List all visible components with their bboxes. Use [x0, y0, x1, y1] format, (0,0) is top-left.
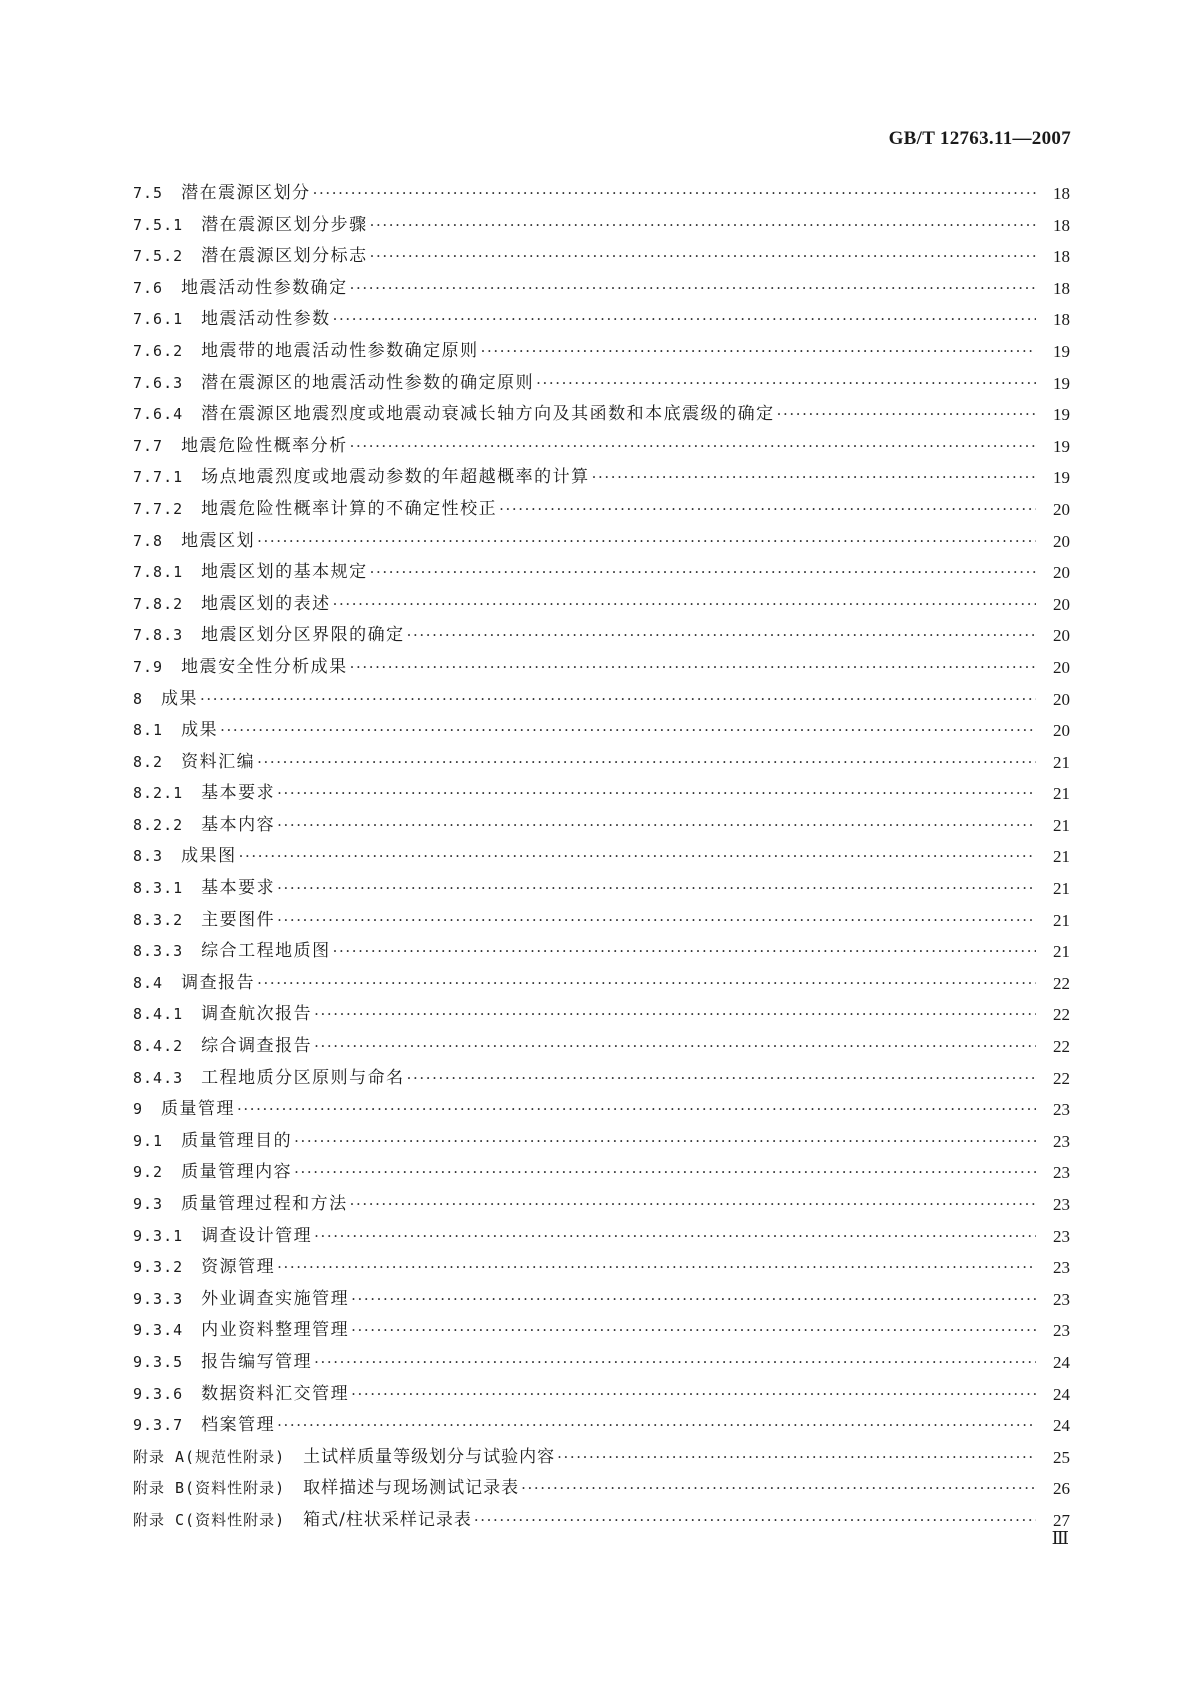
toc-title: 资源管理: [201, 1257, 276, 1278]
toc-title: 报告编写管理: [201, 1351, 313, 1372]
toc-row[interactable]: [133, 336, 1070, 368]
toc-leader: [474, 1505, 1036, 1537]
toc-leader: [277, 905, 1036, 937]
toc-page: 21: [1053, 784, 1070, 804]
toc-leader: [333, 936, 1036, 968]
toc-row[interactable]: [133, 304, 1070, 336]
toc-leader: [407, 620, 1036, 652]
toc-title: 外业调查实施管理: [201, 1288, 350, 1309]
toc-title: 地震区划分区界限的确定: [201, 625, 405, 646]
toc-number: 7.8.2: [133, 594, 184, 613]
toc-title: 地震活动性参数: [201, 309, 331, 330]
toc-number: 8.4: [133, 973, 164, 992]
toc-number: 9.3.3: [133, 1289, 184, 1308]
toc-page: 26: [1053, 1479, 1070, 1499]
toc-row[interactable]: [133, 1189, 1070, 1221]
toc-page: 21: [1053, 752, 1070, 772]
toc-title: 土试样质量等级划分与试验内容: [303, 1446, 556, 1467]
toc-number: 9.3.6: [133, 1384, 184, 1403]
toc-page: 24: [1053, 1384, 1070, 1404]
toc-title: 基本内容: [201, 814, 276, 835]
toc-number: 9.3.2: [133, 1258, 184, 1277]
toc-number: 9.3.1: [133, 1226, 184, 1245]
toc-leader: [277, 873, 1036, 905]
toc-page: 23: [1053, 1226, 1070, 1246]
toc-page: 20: [1053, 721, 1070, 741]
toc-page: 20: [1053, 657, 1070, 677]
toc-leader: [314, 1031, 1036, 1063]
toc-number: 9.3.7: [133, 1416, 184, 1435]
toc-leader: [777, 399, 1036, 431]
toc-title: 主要图件: [201, 909, 276, 930]
toc-number: 7.5.2: [133, 247, 184, 266]
toc-row[interactable]: [133, 210, 1070, 242]
toc-row[interactable]: [133, 841, 1070, 873]
toc-leader: [277, 810, 1036, 842]
toc-page: 18: [1053, 184, 1070, 203]
toc-number: 8.1: [133, 721, 164, 740]
toc-leader: [314, 1347, 1036, 1379]
toc-number: 8.4.2: [133, 1037, 184, 1056]
toc-page: 20: [1053, 594, 1070, 614]
toc-annex-label: 附录 C(资料性附录): [133, 1510, 286, 1529]
toc-row-annex[interactable]: [133, 1505, 1070, 1537]
toc-leader: [557, 1442, 1036, 1474]
toc-leader: [350, 652, 1036, 684]
toc-page: 23: [1053, 1163, 1070, 1183]
toc-row[interactable]: [133, 178, 1070, 210]
toc-page: 20: [1053, 563, 1070, 583]
toc-leader: [257, 526, 1036, 558]
toc-row[interactable]: [133, 936, 1070, 968]
toc-row[interactable]: [133, 873, 1070, 905]
toc-page: 23: [1053, 1195, 1070, 1214]
toc-page: 20: [1053, 531, 1070, 551]
toc-leader: [592, 462, 1036, 494]
page-number: Ⅲ: [1051, 1528, 1069, 1548]
table-of-contents: [133, 178, 1070, 1537]
toc-number: 7.8.3: [133, 626, 184, 645]
toc-row[interactable]: [133, 241, 1070, 273]
toc-title: 潜在震源区划分步骤: [201, 214, 368, 235]
toc-page: 23: [1053, 1100, 1070, 1120]
toc-page: 19: [1053, 436, 1070, 456]
toc-leader: [521, 1473, 1036, 1505]
toc-number: 7.7: [133, 436, 164, 455]
toc-leader: [350, 273, 1036, 305]
toc-title: 调查报告: [181, 972, 256, 993]
toc-leader: [407, 1063, 1036, 1095]
toc-row[interactable]: [133, 652, 1070, 684]
toc-leader: [294, 1126, 1036, 1158]
toc-row[interactable]: [133, 1252, 1070, 1284]
toc-title: 箱式/柱状采样记录表: [303, 1509, 472, 1530]
toc-number: 7.6.4: [133, 405, 184, 424]
toc-row[interactable]: [133, 1221, 1070, 1253]
toc-title: 潜在震源区的地震活动性参数的确定原则: [201, 372, 535, 393]
toc-number: 9: [133, 1100, 144, 1119]
toc-title: 内业资料整理管理: [201, 1320, 350, 1341]
toc-row[interactable]: [133, 1157, 1070, 1189]
toc-number: 7.5: [133, 184, 164, 202]
toc-page: 19: [1053, 468, 1070, 488]
toc-number: 8.2.1: [133, 784, 184, 803]
toc-row[interactable]: [133, 778, 1070, 810]
toc-leader: [239, 841, 1036, 873]
toc-leader: [351, 1284, 1036, 1316]
toc-row[interactable]: [133, 715, 1070, 747]
toc-row[interactable]: [133, 1315, 1070, 1347]
toc-leader: [200, 684, 1036, 716]
toc-page: 25: [1053, 1447, 1070, 1467]
toc-number: 9.1: [133, 1131, 164, 1150]
toc-page: 24: [1053, 1416, 1070, 1436]
toc-title: 质量管理: [161, 1099, 236, 1120]
toc-page: 22: [1053, 973, 1070, 993]
toc-page: 20: [1053, 689, 1070, 709]
toc-number: 7.6: [133, 278, 164, 297]
toc-number: 9.2: [133, 1163, 164, 1182]
toc-row[interactable]: [133, 1126, 1070, 1158]
toc-title: 地震带的地震活动性参数确定原则: [201, 340, 479, 361]
toc-page: 20: [1053, 626, 1070, 646]
toc-row[interactable]: [133, 620, 1070, 652]
toc-page: 18: [1053, 278, 1070, 298]
toc-row[interactable]: [133, 1379, 1070, 1411]
toc-number: 9.3.4: [133, 1321, 184, 1340]
toc-title: 数据资料汇交管理: [201, 1383, 350, 1404]
toc-number: 8.2.2: [133, 815, 184, 834]
toc-leader: [237, 1094, 1036, 1126]
toc-title: 场点地震烈度或地震动参数的年超越概率的计算: [201, 467, 590, 488]
toc-leader: [481, 336, 1036, 368]
toc-number: 7.8.1: [133, 563, 184, 582]
toc-leader: [277, 1410, 1036, 1442]
toc-title: 地震区划的表述: [201, 593, 331, 614]
toc-page: 19: [1053, 373, 1070, 393]
toc-page: 21: [1053, 847, 1070, 867]
toc-number: 9.3: [133, 1195, 164, 1213]
toc-leader: [294, 1157, 1036, 1189]
toc-row[interactable]: [133, 1031, 1070, 1063]
toc-page: 21: [1053, 879, 1070, 899]
toc-title: 质量管理目的: [181, 1130, 293, 1151]
toc-title: 成果: [161, 688, 199, 709]
toc-title: 档案管理: [201, 1415, 276, 1436]
toc-title: 资料汇编: [181, 751, 256, 772]
toc-leader: [220, 715, 1036, 747]
toc-page: 21: [1053, 815, 1070, 835]
toc-page: 22: [1053, 1005, 1070, 1025]
toc-leader: [536, 368, 1036, 400]
toc-number: 8.4.1: [133, 1005, 184, 1024]
toc-title: 取样描述与现场测试记录表: [303, 1478, 520, 1499]
toc-row[interactable]: [133, 810, 1070, 842]
toc-page: 24: [1053, 1352, 1070, 1372]
toc-row[interactable]: [133, 684, 1070, 716]
toc-title: 基本要求: [201, 783, 276, 804]
toc-number: 8.3.1: [133, 879, 184, 898]
toc-title: 潜在震源区地震烈度或地震动衰减长轴方向及其函数和本底震级的确定: [201, 404, 775, 425]
toc-title: 地震区划: [181, 530, 256, 551]
toc-page: 21: [1053, 910, 1070, 930]
toc-number: 7.6.2: [133, 341, 184, 360]
toc-page: 18: [1053, 247, 1070, 267]
toc-page: 23: [1053, 1321, 1070, 1341]
toc-page: 23: [1053, 1258, 1070, 1278]
toc-title: 潜在震源区划分: [181, 183, 311, 203]
standard-code: GB/T 12763.11—2007: [888, 128, 1071, 149]
toc-number: 7.7.2: [133, 499, 184, 518]
toc-leader: [257, 968, 1036, 1000]
toc-row[interactable]: [133, 273, 1070, 305]
toc-leader: [370, 241, 1036, 273]
toc-title: 地震危险性概率分析: [181, 435, 348, 456]
toc-page: 23: [1053, 1289, 1070, 1309]
toc-page: 18: [1053, 310, 1070, 330]
toc-row[interactable]: [133, 526, 1070, 558]
toc-leader: [350, 1189, 1036, 1221]
toc-number: 7.7.1: [133, 468, 184, 487]
toc-row[interactable]: [133, 747, 1070, 779]
toc-title: 综合工程地质图: [201, 941, 331, 962]
toc-title: 综合调查报告: [201, 1036, 313, 1057]
toc-number: 8.2: [133, 752, 164, 771]
toc-leader: [333, 304, 1036, 336]
toc-row[interactable]: [133, 905, 1070, 937]
toc-title: 成果图: [181, 846, 237, 867]
toc-row[interactable]: [133, 1284, 1070, 1316]
toc-number: 8.3.2: [133, 910, 184, 929]
toc-leader: [314, 1221, 1036, 1253]
toc-leader: [314, 999, 1036, 1031]
toc-row[interactable]: [133, 431, 1070, 463]
toc-row[interactable]: [133, 999, 1070, 1031]
toc-page: 19: [1053, 341, 1070, 361]
toc-page: 19: [1053, 405, 1070, 425]
toc-leader: [333, 589, 1036, 621]
toc-title: 地震区划的基本规定: [201, 562, 368, 583]
toc-row[interactable]: [133, 399, 1070, 431]
toc-row[interactable]: [133, 462, 1070, 494]
toc-leader: [370, 557, 1036, 589]
toc-title: 地震安全性分析成果: [181, 656, 348, 677]
toc-number: 7.9: [133, 657, 164, 676]
toc-title: 质量管理过程和方法: [181, 1194, 348, 1214]
toc-leader: [277, 1252, 1036, 1284]
toc-page: 22: [1053, 1037, 1070, 1057]
toc-title: 地震危险性概率计算的不确定性校正: [201, 498, 498, 519]
toc-title: 成果: [181, 720, 219, 741]
toc-number: 8.3: [133, 847, 164, 866]
toc-number: 8.4.3: [133, 1068, 184, 1087]
toc-row[interactable]: [133, 494, 1070, 526]
toc-row[interactable]: [133, 1063, 1070, 1095]
toc-page: 23: [1053, 1131, 1070, 1151]
toc-row-annex[interactable]: [133, 1442, 1070, 1474]
toc-page: 21: [1053, 942, 1070, 962]
toc-number: 8.3.3: [133, 942, 184, 961]
toc-number: 9.3.5: [133, 1352, 184, 1371]
toc-leader: [257, 747, 1036, 779]
toc-page: 22: [1053, 1068, 1070, 1088]
toc-row[interactable]: [133, 589, 1070, 621]
toc-number: 7.6.3: [133, 373, 184, 392]
toc-row[interactable]: [133, 557, 1070, 589]
toc-page: 18: [1053, 215, 1070, 235]
toc-leader: [370, 210, 1036, 242]
toc-leader: [499, 494, 1036, 526]
toc-leader: [351, 1379, 1036, 1411]
toc-title: 调查航次报告: [201, 1004, 313, 1025]
toc-page: 20: [1053, 499, 1070, 519]
toc-row[interactable]: [133, 1410, 1070, 1442]
toc-leader: [350, 431, 1036, 463]
toc-row[interactable]: [133, 1094, 1070, 1126]
toc-row[interactable]: [133, 368, 1070, 400]
toc-title: 质量管理内容: [181, 1162, 293, 1183]
toc-row-annex[interactable]: [133, 1473, 1070, 1505]
toc-number: 7.6.1: [133, 310, 184, 329]
toc-title: 基本要求: [201, 878, 276, 899]
toc-leader: [351, 1315, 1036, 1347]
toc-annex-label: 附录 B(资料性附录): [133, 1479, 286, 1498]
toc-title: 调查设计管理: [201, 1225, 313, 1246]
toc-leader: [277, 778, 1036, 810]
toc-number: 7.5.1: [133, 215, 184, 234]
toc-title: 潜在震源区划分标志: [201, 246, 368, 267]
toc-row[interactable]: [133, 1347, 1070, 1379]
toc-title: 工程地质分区原则与命名: [201, 1067, 405, 1088]
toc-row[interactable]: [133, 968, 1070, 1000]
toc-number: 8: [133, 689, 144, 708]
toc-number: 7.8: [133, 531, 164, 550]
toc-title: 地震活动性参数确定: [181, 277, 348, 298]
toc-annex-label: 附录 A(规范性附录): [133, 1447, 286, 1466]
toc-leader: [313, 178, 1036, 210]
toc-page: 27: [1053, 1510, 1070, 1530]
